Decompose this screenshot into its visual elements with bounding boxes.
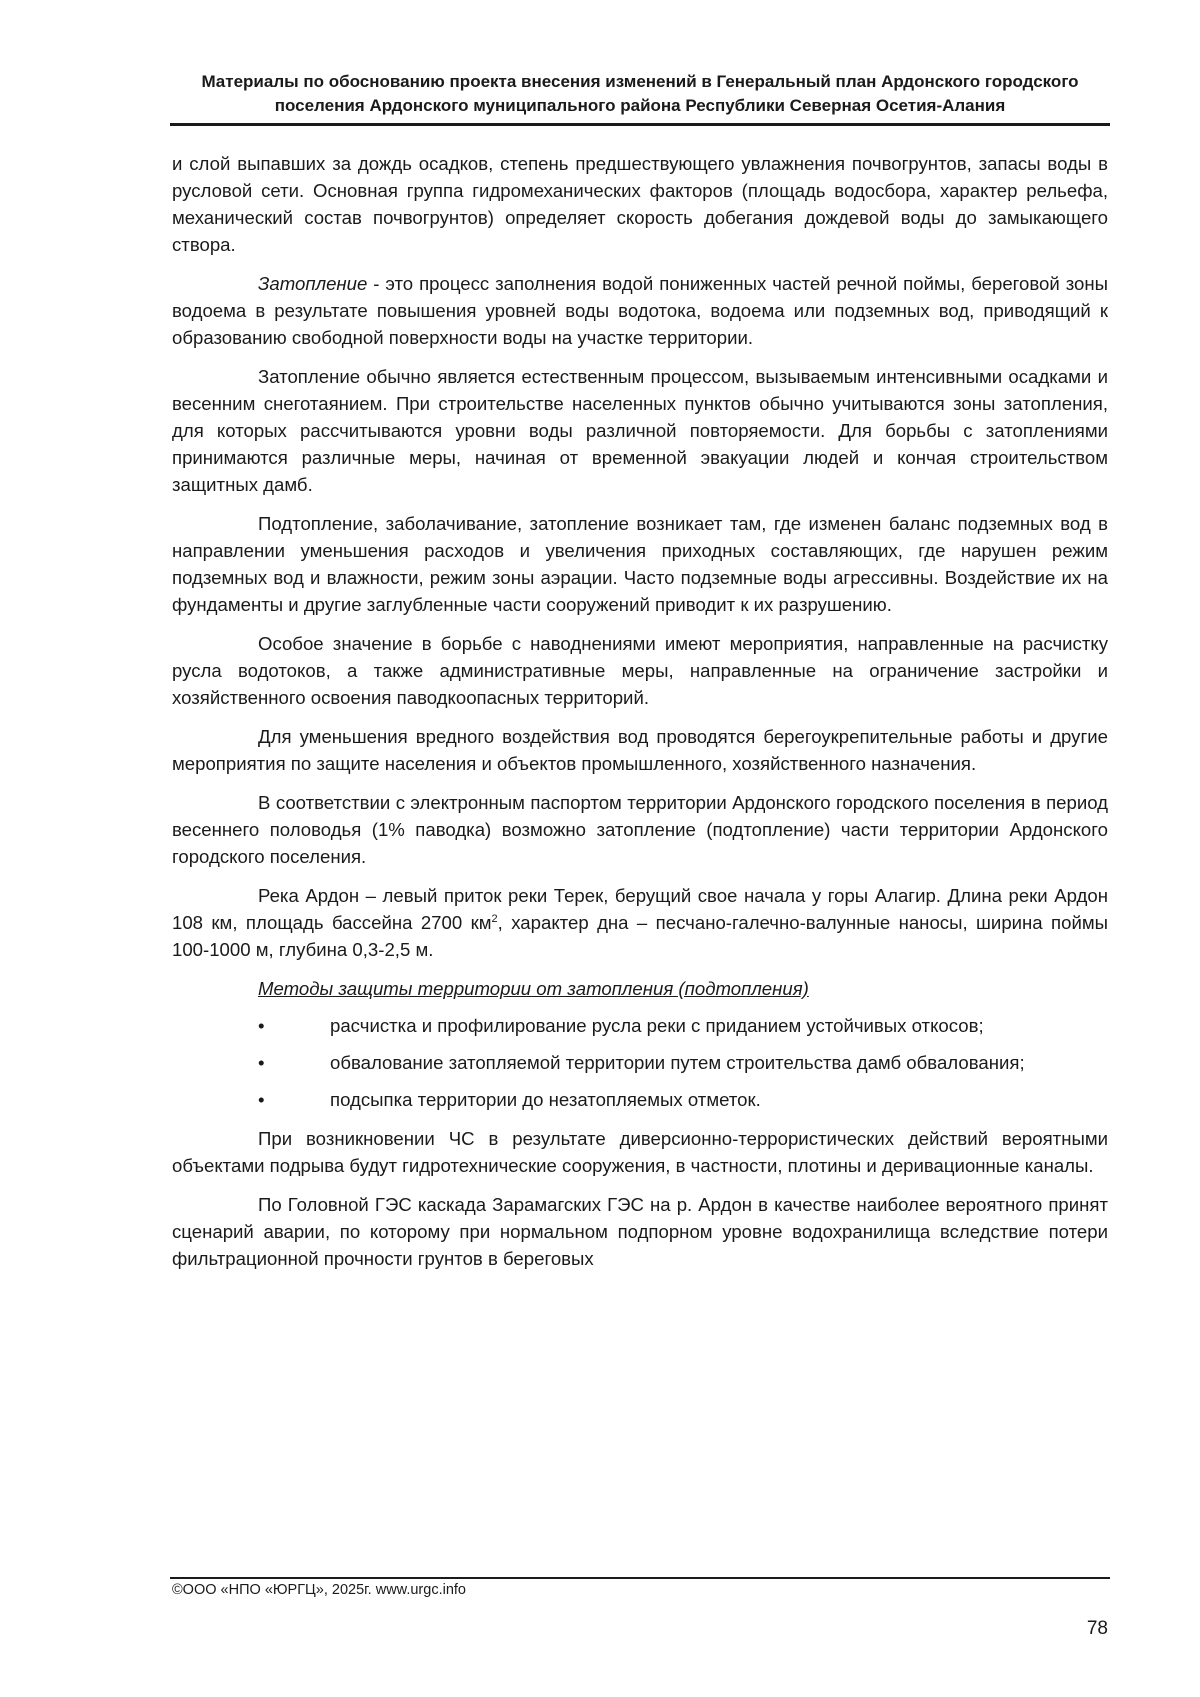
list-item-text: подсыпка территории до незатопляемых отметок. [330,1089,761,1110]
river-text-a: Река Ардон – левый приток реки Терек, берущий свое начала у горы Алагир. Длина реки Ардон 108 км, площадь бассейна 2700 км [172,885,1108,933]
paragraph-flooding-natural: Затопление обычно является естественным процессом, вызываемым интенсивными осадками и весенним снеготаянием. При строительстве населенных пунктов обычно учитываются зоны затопления, для которых рассчитываются уровни воды различной повторяемости. Для борьбы с затоплениями принимаются различные меры, начиная от временной эвакуации людей и кончая строительством защитных дамб. [172,366,1108,495]
superscript-2: 2 [491,912,498,925]
document-body [172,150,1108,1284]
paragraph-bank-protection: Для уменьшения вредного воздействия вод проводятся берегоукрепительные работы и другие мероприятия по защите населения и объектов промышленного, хозяйственного назначения. [172,726,1108,774]
bullet-icon: • [258,1089,265,1110]
paragraph-continuation: и слой выпавших за дождь осадков, степень предшествующего увлажнения почвогрунтов, запасы воды в русловой сети. Основная группа гидромеханических факторов (площадь водосбора, характер рельефа, механический состав почвогрунтов) определяет скорость добегания дождевой воды до замыкающего створа. [172,153,1108,255]
footer-divider [170,1577,1110,1579]
list-item [172,1012,1108,1039]
page-number: 78 [1086,1618,1108,1639]
term-flooding: Затопление [258,273,368,294]
methods-heading: Методы защиты территории от затопления (подтопления) [258,978,809,999]
list-item-text: расчистка и профилирование русла реки с приданием устойчивых откосов; [330,1015,984,1036]
paragraph-terrorism: При возникновении ЧС в результате диверсионно-террористических действий вероятными объектами подрыва будут гидротехнические сооружения, в частности, плотины и деривационные каналы. [172,1128,1108,1176]
river-text-b: , характер дна – песчано-галечно-валунные наносы, ширина поймы 100-1000 м, глубина 0,3-2,5 м. [172,912,1108,960]
footer-copyright: ©ООО «НПО «ЮРГЦ», 2025г. www.urgc.info [172,1582,466,1598]
bullet-icon: • [258,1015,265,1036]
paragraph-underflooding: Подтопление, заболачивание, затопление возникает там, где изменен баланс подземных вод в направлении уменьшения расходов и увеличения приходных составляющих, где нарушен режим подземных вод и влажности, режим зоны аэрации. Часто подземные воды агрессивны. Воздействие их на фундаменты и другие заглубленные части сооружений приводит к их разрушению. [172,513,1108,615]
list-item [172,1049,1108,1076]
page-header [170,70,1110,118]
list-item-text: обвалование затопляемой территории путем строительства дамб обвалования; [330,1052,1025,1073]
paragraph-ardon-river [172,882,1108,963]
paragraph-flood-measures: Особое значение в борьбе с наводнениями имеют мероприятия, направленные на расчистку русла водотоков, а также административные меры, направленные на ограничение застройки и хозяйственного освоения паводкоопасных территорий. [172,633,1108,708]
header-line-1: Материалы по обоснованию проекта внесения изменений в Генеральный план Ардонского городского [201,72,1079,91]
paragraph-zaramag-hpp: По Головной ГЭС каскада Зарамагских ГЭС на р. Ардон в качестве наиболее вероятного принят сценарий аварии, по которому при нормальном подпорном уровне водохранилища вследствие потери фильтрационной прочности грунтов в береговых [172,1194,1108,1269]
list-item [172,1086,1108,1113]
definition-text: - это процесс заполнения водой пониженных частей речной поймы, береговой зоны водоема в результате повышения уровней воды водотока, водоема или подземных вод, приводящий к образованию свободной поверхности воды на участке территории. [172,273,1108,348]
paragraph-passport: В соответствии с электронным паспортом территории Ардонского городского поселения в период весеннего половодья (1% паводка) возможно затопление (подтопление) части территории Ардонского городского поселения. [172,792,1108,867]
paragraph-flooding-definition [172,270,1108,351]
header-line-2: поселения Ардонского муниципального района Республики Северная Осетия-Алания [274,96,1006,115]
methods-list [172,1012,1108,1113]
header-divider [170,123,1110,126]
bullet-icon: • [258,1052,265,1073]
